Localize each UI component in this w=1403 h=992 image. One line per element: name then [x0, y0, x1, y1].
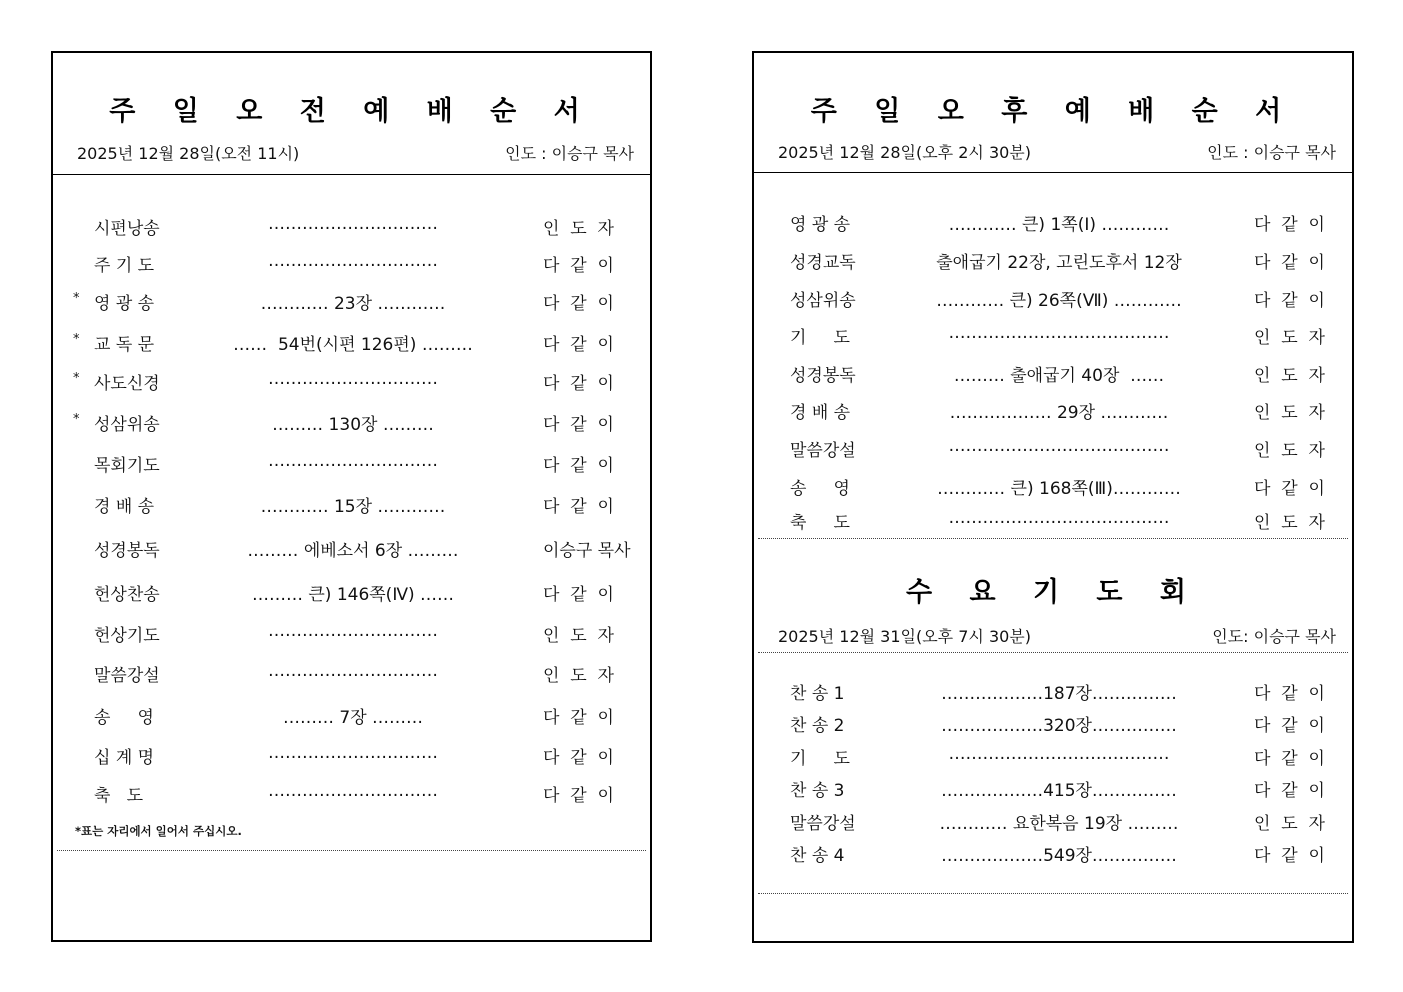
order-item [754, 474, 1352, 504]
item-detail: ………………320장…………… [941, 716, 1177, 736]
item-participant: 다 같 이 [1254, 684, 1325, 704]
item-name: 찬 송 2 [790, 716, 845, 736]
morning-service-page [51, 51, 652, 942]
item-name: 경 배 송 [94, 497, 155, 517]
item-detail: ……… 7장 ……… [282, 708, 424, 728]
order-item [53, 251, 650, 281]
item-detail: ……… 큰) 146쪽(Ⅳ) …… [251, 585, 455, 605]
item-detail: ………… 큰) 1쪽(Ⅰ) ………… [948, 215, 1170, 235]
order-item [53, 536, 650, 566]
order-item [53, 492, 650, 522]
standing-marker: * [73, 412, 80, 427]
order-item [53, 781, 650, 811]
item-participant: 다 같 이 [543, 786, 614, 806]
item-participant: 인 도 자 [1254, 441, 1325, 461]
item-detail: ………………………… [268, 661, 438, 681]
order-item [754, 841, 1352, 871]
order-item [754, 711, 1352, 741]
standing-marker: * [73, 332, 80, 347]
item-detail: ………………………………… [948, 436, 1170, 456]
item-detail: ………………………… [268, 214, 438, 234]
item-name: 찬 송 1 [790, 684, 845, 704]
item-detail: ………………………… [268, 251, 438, 271]
item-name: 기 도 [790, 749, 850, 769]
item-name: 십 계 명 [94, 748, 155, 768]
wednesday-subheader [778, 624, 1336, 647]
morning-footer-divider [57, 850, 646, 851]
wednesday-date: 2025년 12월 31일(오후 7시 30분) [778, 627, 1031, 646]
item-detail: ………………………… [268, 369, 438, 389]
wednesday-title: 수 요 기 도 회 [905, 577, 1200, 608]
item-name: 영 광 송 [94, 294, 155, 314]
morning-header-divider [53, 174, 650, 175]
item-participant: 다 같 이 [543, 585, 614, 605]
item-detail: ……… 출애굽기 40장 …… [953, 366, 1165, 386]
item-name: 말씀강설 [94, 666, 160, 686]
order-item [754, 776, 1352, 806]
order-item [754, 436, 1352, 466]
item-name: 기 도 [790, 328, 850, 348]
item-participant: 다 같 이 [543, 294, 614, 314]
standing-marker: * [73, 371, 80, 386]
afternoon-title: 주 일 오 후 예 배 순 서 [810, 96, 1296, 127]
item-participant: 다 같 이 [1254, 215, 1325, 235]
item-detail: ………… 23장 ………… [260, 294, 446, 314]
item-participant: 다 같 이 [543, 497, 614, 517]
item-participant: 인 도 자 [543, 666, 614, 686]
afternoon-date: 2025년 12월 28일(오후 2시 30분) [778, 143, 1031, 162]
item-name: 성삼위송 [94, 415, 160, 435]
item-detail: ………………187장…………… [941, 684, 1177, 704]
item-detail: ………………………… [268, 451, 438, 471]
standing-marker: * [73, 291, 80, 306]
order-item [754, 210, 1352, 240]
wednesday-footer-divider [758, 893, 1348, 894]
item-participant: 인 도 자 [1254, 814, 1325, 834]
item-participant: 인 도 자 [1254, 328, 1325, 348]
item-participant: 다 같 이 [543, 374, 614, 394]
item-detail: ………… 15장 ………… [260, 497, 446, 517]
order-item [754, 248, 1352, 278]
item-name: 경 배 송 [790, 403, 851, 423]
item-participant: 다 같 이 [1254, 716, 1325, 736]
standing-note: *표는 자리에서 일어서 주십시오. [75, 824, 242, 838]
afternoon-leader: 인도 : 이승구 목사 [1207, 143, 1336, 162]
item-name: 축 도 [790, 513, 850, 533]
item-detail: ………………415장…………… [941, 781, 1177, 801]
item-participant: 다 같 이 [543, 256, 614, 276]
item-participant: 다 같 이 [543, 748, 614, 768]
order-item [754, 361, 1352, 391]
item-participant: 다 같 이 [1254, 253, 1325, 273]
afternoon-service-page [752, 51, 1354, 943]
item-detail: ………………………………… [948, 508, 1170, 528]
item-name: 시편낭송 [94, 219, 160, 239]
order-item [53, 661, 650, 691]
item-name: 목회기도 [94, 456, 160, 476]
order-item [754, 508, 1352, 538]
order-item [53, 743, 650, 773]
item-name: 찬 송 3 [790, 781, 845, 801]
item-participant: 인 도 자 [543, 219, 614, 239]
item-name: 성경봉독 [94, 541, 160, 561]
item-participant: 다 같 이 [543, 415, 614, 435]
item-detail: …… 54번(시편 126편) ……… [233, 335, 473, 355]
item-name: 헌상찬송 [94, 585, 160, 605]
item-detail: ……………… 29장 ………… [949, 403, 1169, 423]
order-item [53, 330, 650, 360]
order-item [53, 289, 650, 319]
order-item [754, 286, 1352, 316]
item-participant: 인 도 자 [1254, 513, 1325, 533]
item-detail: ………………549장…………… [941, 846, 1177, 866]
item-participant: 인 도 자 [543, 626, 614, 646]
wednesday-leader: 인도: 이승구 목사 [1212, 627, 1336, 646]
afternoon-section-divider [758, 538, 1348, 539]
item-detail: ………………………… [268, 743, 438, 763]
item-name: 주 기 도 [94, 256, 155, 276]
afternoon-header-divider [754, 172, 1352, 173]
item-name: 성경봉독 [790, 366, 856, 386]
item-participant: 인 도 자 [1254, 403, 1325, 423]
item-participant: 인 도 자 [1254, 366, 1325, 386]
item-name: 찬 송 4 [790, 846, 845, 866]
item-name: 사도신경 [94, 374, 160, 394]
item-detail: 출애굽기 22장, 고린도후서 12장 [936, 253, 1182, 273]
order-item [53, 621, 650, 651]
item-name: 말씀강설 [790, 814, 856, 834]
item-participant: 다 같 이 [1254, 781, 1325, 801]
item-participant: 다 같 이 [543, 456, 614, 476]
item-participant: 이승구 목사 [543, 541, 631, 561]
item-detail: ……… 130장 ……… [272, 415, 434, 435]
order-item [53, 703, 650, 733]
item-detail: ………………………………… [948, 323, 1170, 343]
item-detail: ………… 요한복음 19장 ……… [939, 814, 1179, 834]
order-item [53, 451, 650, 481]
item-detail: ………………………………… [948, 744, 1170, 764]
item-participant: 다 같 이 [543, 335, 614, 355]
item-participant: 다 같 이 [1254, 479, 1325, 499]
morning-title: 주 일 오 전 예 배 순 서 [109, 96, 594, 127]
morning-subheader [77, 141, 634, 164]
item-name: 교 독 문 [94, 335, 155, 355]
item-name: 성경교독 [790, 253, 856, 273]
item-participant: 다 같 이 [1254, 846, 1325, 866]
wednesday-header-divider [758, 652, 1348, 653]
item-name: 헌상기도 [94, 626, 160, 646]
item-detail: ………… 큰) 168쪽(Ⅲ)………… [937, 479, 1181, 499]
order-item [754, 744, 1352, 774]
item-participant: 다 같 이 [543, 708, 614, 728]
order-item [53, 580, 650, 610]
item-name: 축 도 [94, 786, 144, 806]
order-item [754, 323, 1352, 353]
item-detail: ………… 큰) 26쪽(Ⅶ) ………… [936, 291, 1182, 311]
order-item [754, 398, 1352, 428]
order-item [53, 410, 650, 440]
morning-date: 2025년 12월 28일(오전 11시) [77, 144, 300, 163]
morning-leader: 인도 : 이승구 목사 [505, 144, 634, 163]
item-participant: 다 같 이 [1254, 291, 1325, 311]
order-item [754, 809, 1352, 839]
item-participant: 다 같 이 [1254, 749, 1325, 769]
afternoon-subheader [778, 140, 1336, 163]
item-name: 송 영 [790, 479, 850, 499]
item-name: 성삼위송 [790, 291, 856, 311]
order-item [53, 369, 650, 399]
item-name: 영 광 송 [790, 215, 851, 235]
order-item [53, 214, 650, 244]
item-name: 송 영 [94, 708, 154, 728]
item-detail: ………………………… [268, 781, 438, 801]
item-detail: ………………………… [268, 621, 438, 641]
order-item [754, 679, 1352, 709]
item-name: 말씀강설 [790, 441, 856, 461]
item-detail: ……… 에베소서 6장 ……… [247, 541, 459, 561]
